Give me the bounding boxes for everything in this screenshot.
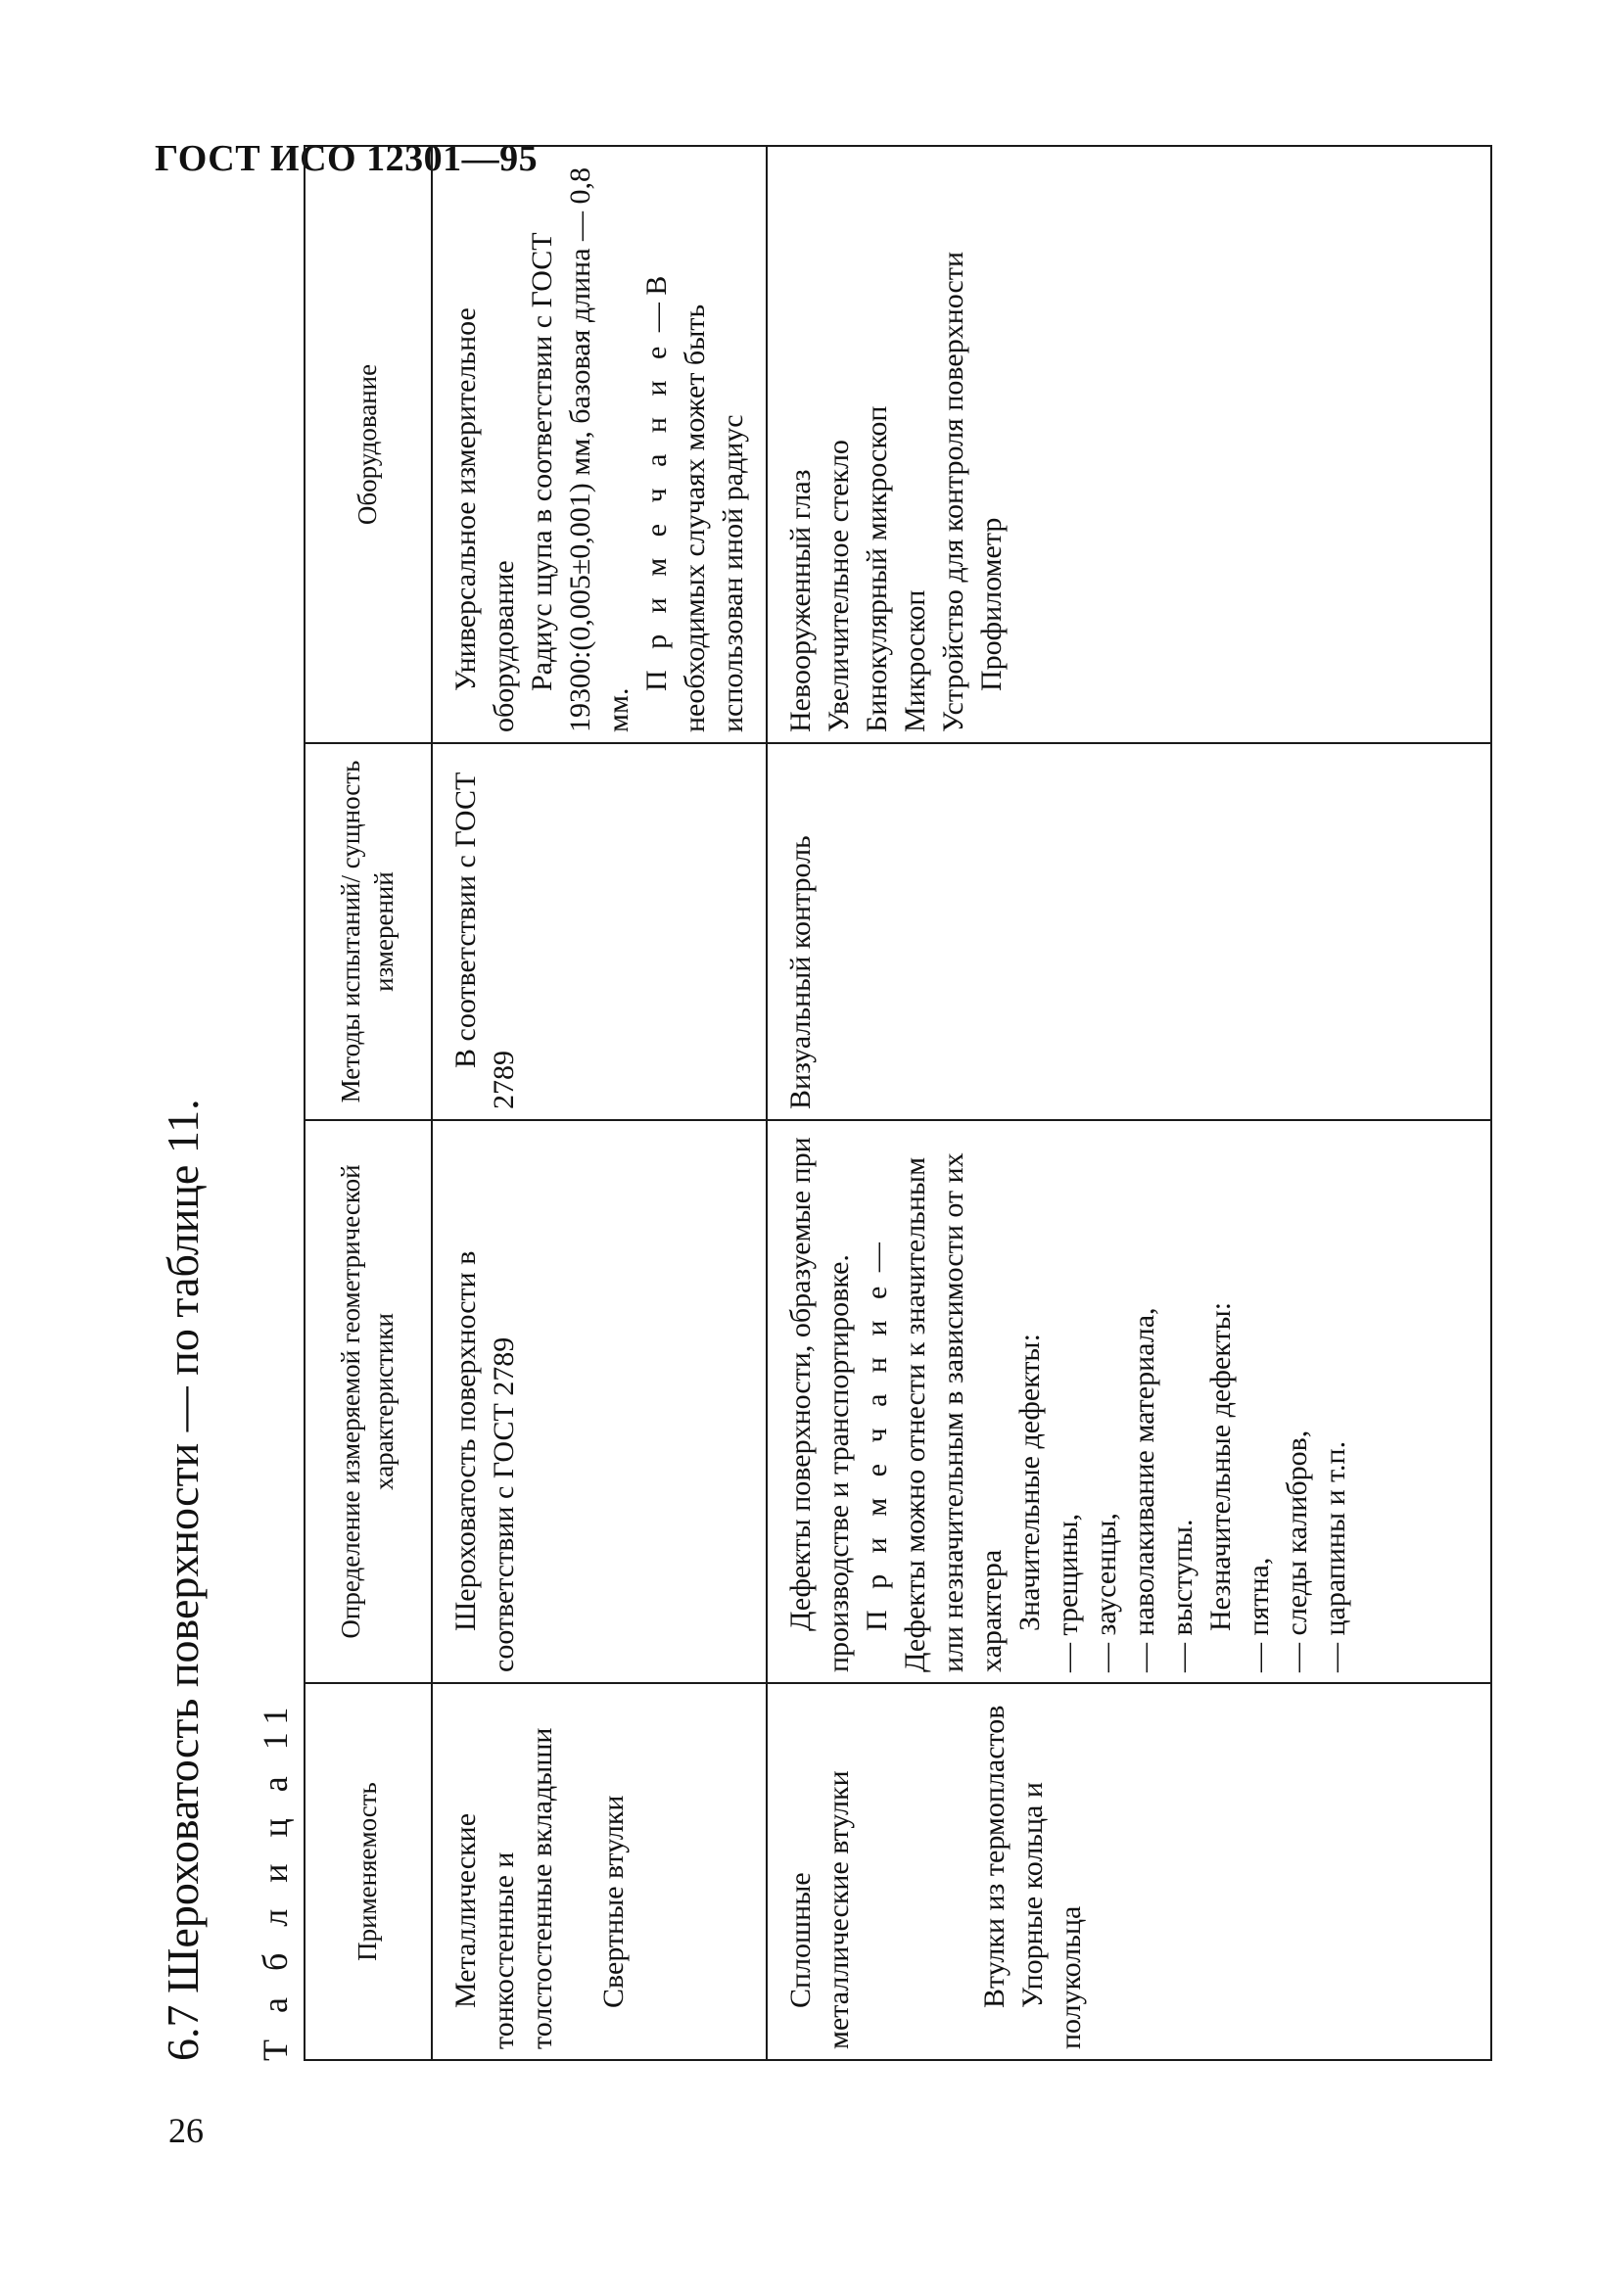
list-item: — выступы. <box>1166 1519 1198 1672</box>
applicability-text: Втулки из термопластов <box>978 1705 1010 2008</box>
rotated-content <box>157 166 1449 2179</box>
minor-defects-title: Незначительные дефекты: <box>1204 1301 1237 1631</box>
section-heading: 6.7 Шероховатость поверхности — по таблице 11. <box>158 1099 208 2061</box>
list-item: Увеличительное стекло <box>822 440 855 732</box>
cell-method <box>767 743 1491 1120</box>
list-item: — трещины, <box>1052 1513 1084 1672</box>
equipment-text: Радиус щупа в соответствии с ГОСТ 19300:(0,005±0,001) мм, базовая длина — 0,8 мм. <box>526 166 634 732</box>
cell-equipment <box>432 146 767 743</box>
table-row <box>767 146 1491 2060</box>
list-item: — пятна, <box>1243 1557 1275 1672</box>
cell-applicability <box>767 1683 1491 2060</box>
note-label: П р и м е ч а н и е <box>640 339 673 691</box>
column-header-definition: Определение измеряемой геометрической характеристики <box>305 1120 432 1683</box>
list-item: Устройство для контроля поверхности <box>937 251 969 732</box>
major-defects-title: Значительные дефекты: <box>1013 1334 1046 1631</box>
table-header-row <box>305 146 432 2060</box>
applicability-text: Сплошные металлические втулки <box>784 1770 855 2049</box>
major-defects-list <box>1049 1131 1201 1672</box>
list-item: Профилометр <box>975 517 1008 691</box>
list-item: — заусенцы, <box>1090 1513 1122 1672</box>
list-item: Микроскоп <box>899 589 931 732</box>
list-item: — царапины и т.п. <box>1319 1440 1351 1672</box>
method-text: Визуальный контроль <box>784 835 817 1109</box>
cell-applicability <box>432 1683 767 2060</box>
list-item: Бинокулярный микроскоп <box>861 405 893 732</box>
column-header-method: Методы испытаний/ сущность измерений <box>305 743 432 1120</box>
list-item: Невооруженный глаз <box>784 469 817 732</box>
definition-text: Шероховатость поверхности в соответствии с ГОСТ 2789 <box>449 1250 520 1672</box>
cell-method <box>432 743 767 1120</box>
equipment-note <box>637 157 752 732</box>
column-header-equipment: Оборудование <box>305 146 432 743</box>
cell-equipment <box>767 146 1491 743</box>
definition-note <box>858 1131 1010 1672</box>
list-item: — наволакивание материала, <box>1128 1307 1160 1672</box>
column-header-applicability: Применяемость <box>305 1683 432 2060</box>
applicability-text: Свертные втулки <box>597 1795 630 2008</box>
applicability-text: Металлические тонкостенные и толстостенные вкладыши <box>449 1727 558 2049</box>
cell-definition <box>767 1120 1491 1683</box>
applicability-text: Упорные кольца и полукольца <box>1016 1782 1087 2049</box>
table-label: Т а б л и ц а 11 <box>256 1698 295 2061</box>
list-item: — следы калибров, <box>1281 1429 1313 1672</box>
equipment-list <box>781 157 1010 732</box>
minor-defects-list <box>1240 1131 1354 1672</box>
document-header: ГОСТ ИСО 12301—95 <box>155 138 539 179</box>
spec-table <box>304 145 1492 2061</box>
definition-text: Дефекты поверхности, образуемые при производстве и транспортировке. <box>784 1137 855 1672</box>
table-row <box>432 146 767 2060</box>
page-number: 26 <box>168 2111 204 2150</box>
note-text: — Дефекты можно отнести к значительным или незначительным в зависимости от их характера <box>861 1152 1008 1672</box>
equipment-text: Универсальное измерительное оборудование <box>449 307 520 732</box>
cell-definition <box>432 1120 767 1683</box>
note-label: П р и м е ч а н и е <box>861 1279 893 1631</box>
method-text: В соответствии с ГОСТ 2789 <box>449 772 520 1109</box>
note-text: — В необходимых случаях может быть использован иной радиус <box>640 275 749 732</box>
